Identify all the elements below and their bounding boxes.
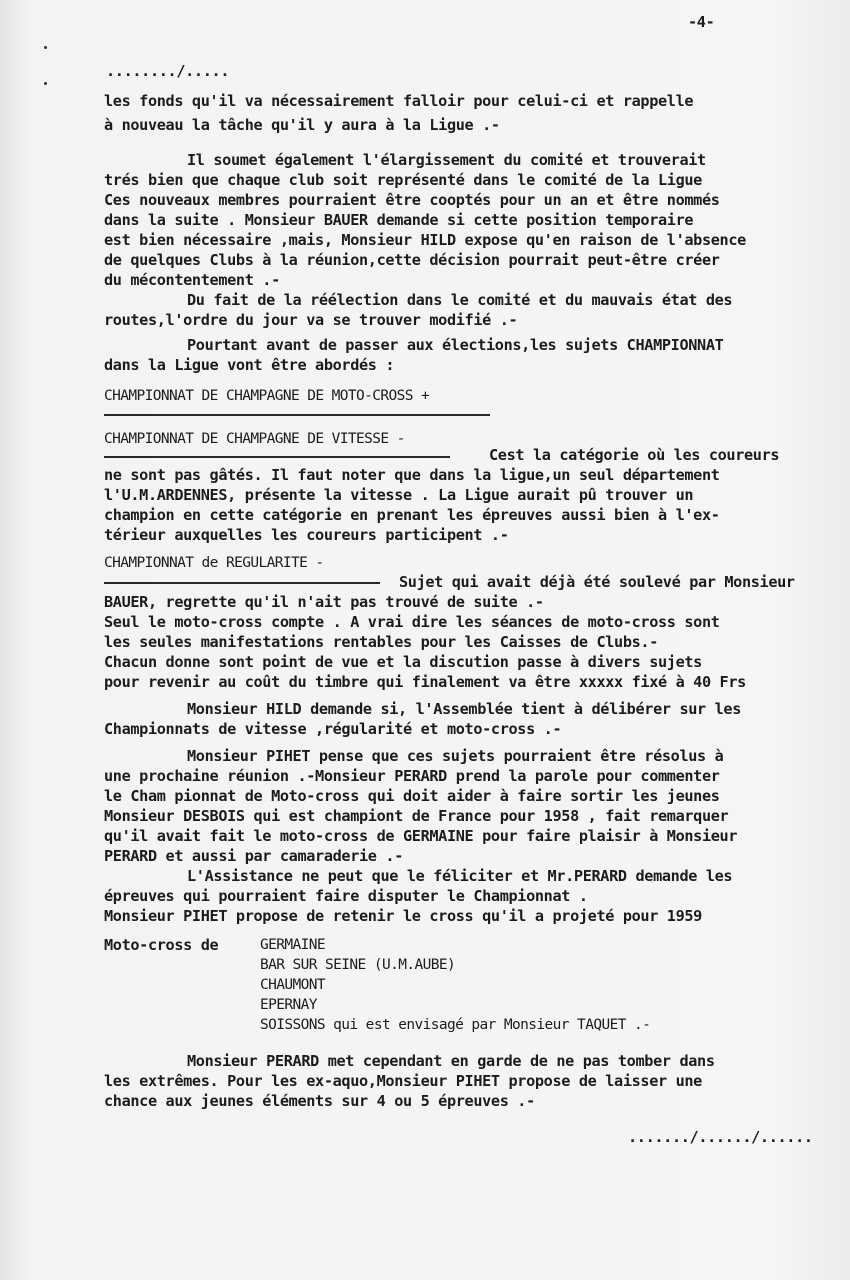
text-line: l'U.M.ARDENNES, présente la vitesse . La Ligue aurait pû trouver un: [104, 486, 694, 504]
text-line: Monsieur HILD demande si, l'Assemblée tient à délibérer sur les: [187, 700, 742, 718]
text-line: Monsieur DESBOIS qui est championt de France pour 1958 , fait remarquer: [104, 807, 729, 825]
text-line: les fonds qu'il va nécessairement falloir pour celui-ci et rappelle: [104, 92, 694, 110]
text-line: le Cham pionnat de Moto-cross qui doit aider à faire sortir les jeunes: [104, 787, 720, 805]
text-line: du mécontentement .-: [104, 271, 280, 289]
text-line: Pourtant avant de passer aux élections,les sujets CHAMPIONNAT: [187, 336, 724, 354]
event-list-label: Moto-cross de: [104, 936, 219, 954]
event-list-item: CHAUMONT: [260, 977, 326, 993]
text-line: Championnats de vitesse ,régularité et moto-cross .-: [104, 720, 562, 738]
section-heading-motocross: CHAMPIONNAT DE CHAMPAGNE DE MOTO-CROSS +: [104, 388, 430, 404]
text-line: routes,l'ordre du jour va se trouver modifié .-: [104, 311, 518, 329]
text-line: BAUER, regrette qu'il n'ait pas trouvé de suite .-: [104, 593, 544, 611]
event-list-item: SOISSONS qui est envisagé par Monsieur TAQUET .-: [260, 1017, 651, 1033]
text-line: à nouveau la tâche qu'il y aura à la Ligue .-: [104, 116, 500, 134]
text-line: Monsieur PIHET pense que ces sujets pourraient être résolus à: [187, 747, 724, 765]
text-line: chance aux jeunes éléments sur 4 ou 5 épreuves .-: [104, 1092, 535, 1110]
text-line: de quelques Clubs à la réunion,cette décision pourrait peut-être créer: [104, 251, 720, 269]
text-line: Du fait de la réélection dans le comité et du mauvais état des: [187, 291, 733, 309]
text-line: Il soumet également l'élargissement du comité et trouverait: [187, 151, 706, 169]
margin-mark: [44, 46, 47, 49]
continuation-marker-bottom: ......./....../......: [628, 1128, 813, 1146]
text-line: Monsieur PERARD met cependant en garde de ne pas tomber dans: [187, 1052, 715, 1070]
event-list-item: EPERNAY: [260, 997, 317, 1013]
text-line: épreuves qui pourraient faire disputer le Championnat .: [104, 887, 588, 905]
text-line: dans la suite . Monsieur BAUER demande si cette position temporaire: [104, 211, 694, 229]
heading-underline: [104, 582, 380, 584]
text-line: Cest la catégorie où les coureurs: [489, 446, 780, 464]
text-line: dans la Ligue vont être abordés :: [104, 356, 395, 374]
text-line: les extrêmes. Pour les ex-aquo,Monsieur PIHET propose de laisser une: [104, 1072, 702, 1090]
text-line: trés bien que chaque club soit représenté dans le comité de la Ligue: [104, 171, 702, 189]
continuation-marker-top: ......../.....: [106, 62, 230, 80]
text-line: Ces nouveaux membres pourraient être cooptés pour un an et être nommés: [104, 191, 720, 209]
text-line: Chacun donne sont point de vue et la discution passe à divers sujets: [104, 653, 702, 671]
event-list-item: GERMAINE: [260, 937, 326, 953]
text-line: ne sont pas gâtés. Il faut noter que dans la ligue,un seul département: [104, 466, 720, 484]
text-line: térieur auxquelles les coureurs participent .-: [104, 526, 509, 544]
text-line: qu'il avait fait le moto-cross de GERMAINE pour faire plaisir à Monsieur: [104, 827, 738, 845]
text-line: Monsieur PIHET propose de retenir le cross qu'il a projeté pour 1959: [104, 907, 702, 925]
text-line: Seul le moto-cross compte . A vrai dire les séances de moto-cross sont: [104, 613, 720, 631]
section-heading-regularite: CHAMPIONNAT de REGULARITE -: [104, 555, 324, 571]
text-line: une prochaine réunion .-Monsieur PERARD prend la parole pour commenter: [104, 767, 720, 785]
heading-underline: [104, 456, 450, 458]
text-line: les seules manifestations rentables pour les Caisses de Clubs.-: [104, 633, 659, 651]
text-line: pour revenir au coût du timbre qui finalement va être xxxxx fixé à 40 Frs: [104, 673, 746, 691]
section-heading-vitesse: CHAMPIONNAT DE CHAMPAGNE DE VITESSE -: [104, 431, 405, 447]
text-line: L'Assistance ne peut que le féliciter et Mr.PERARD demande les: [187, 867, 733, 885]
text-line: Sujet qui avait déjà été soulevé par Monsieur: [399, 573, 795, 591]
margin-mark: [44, 82, 47, 85]
event-list-item: BAR SUR SEINE (U.M.AUBE): [260, 957, 456, 973]
heading-underline: [104, 414, 490, 416]
text-line: est bien nécessaire ,mais, Monsieur HILD expose qu'en raison de l'absence: [104, 231, 746, 249]
text-line: champion en cette catégorie en prenant les épreuves aussi bien à l'ex-: [104, 506, 720, 524]
page-number: -4-: [688, 13, 715, 31]
text-line: PERARD et aussi par camaraderie .-: [104, 847, 403, 865]
